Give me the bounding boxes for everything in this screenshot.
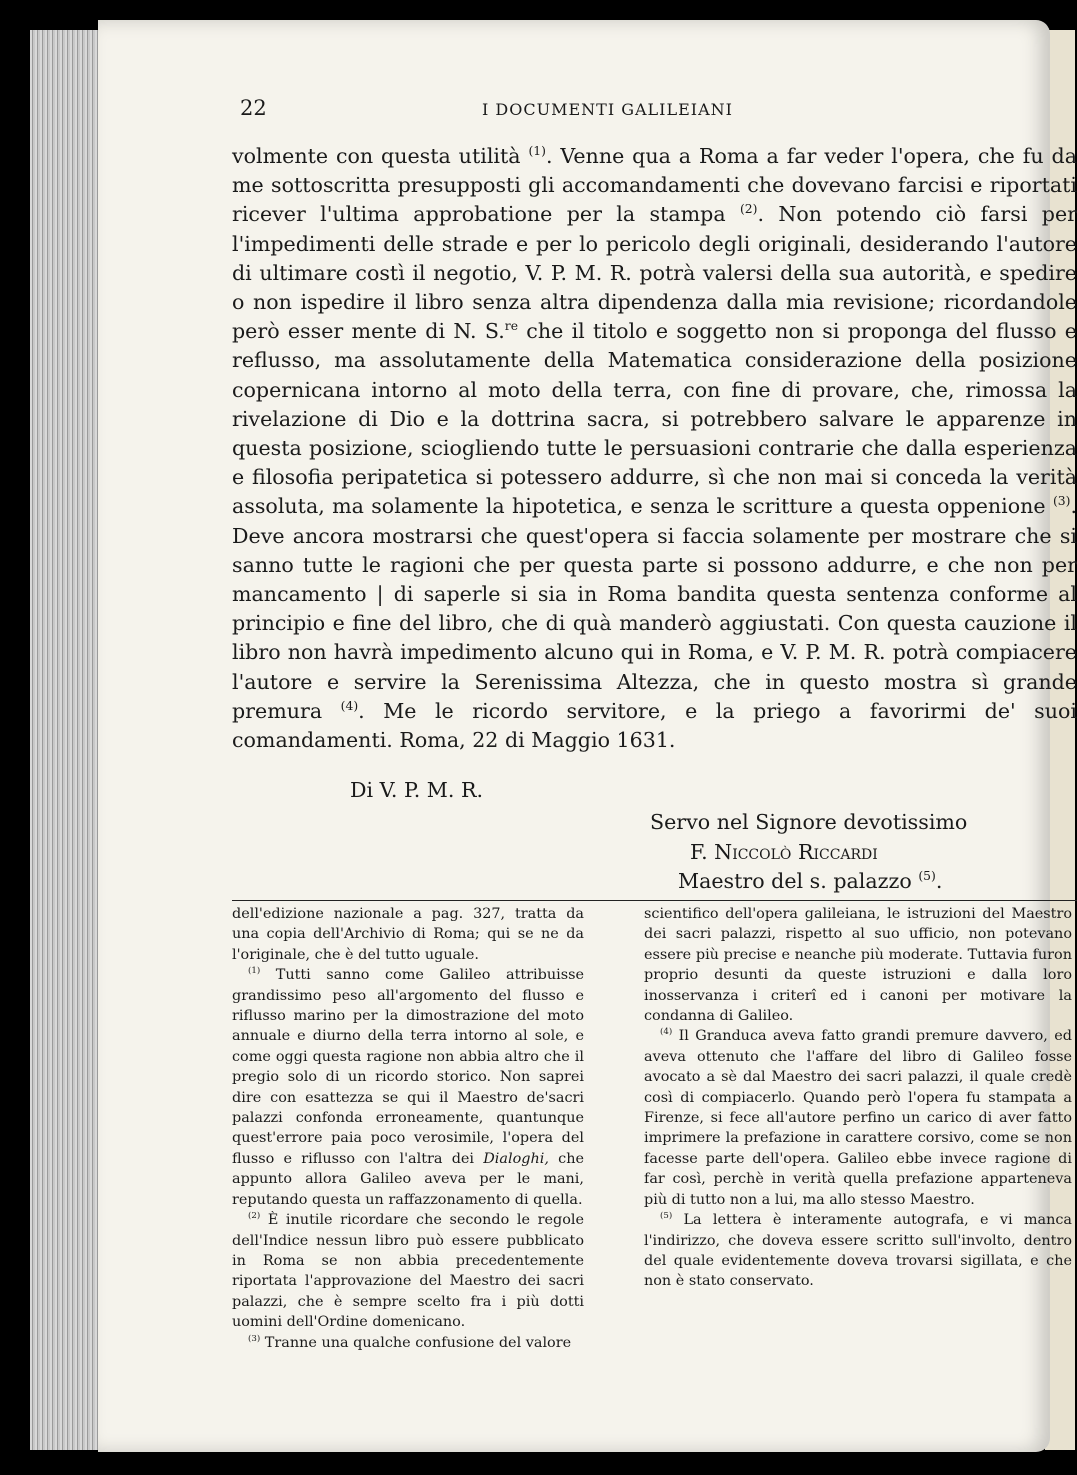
running-title: I DOCUMENTI GALILEIANI (482, 100, 733, 119)
letter-body (232, 142, 1077, 755)
book-page (98, 20, 1077, 1452)
footnotes-left-column (232, 904, 584, 1353)
addressee: Di V. P. M. R. (350, 778, 484, 802)
signature-title: Maestro del s. palazzo $^{(5)}$. (678, 869, 943, 893)
footnote-ref-1: (1) (528, 144, 546, 159)
signature-name: F. Niccolò Riccardi (690, 839, 878, 864)
footnote: scientifico dell'opera galileiana, le istruzioni del Maestro dei sacri palazzi, rispetto al suo ufficio, non potevano essere più precise e neanche più moderate. Tuttavia furon proprio desunti da queste istruzioni e dalla loro inosservanza i criterî ed i canoni per motivare la condanna di Galileo. (644, 906, 1072, 1025)
signature-block (650, 808, 967, 897)
footnote-ref-4: (4) (340, 699, 359, 713)
footnote: $^{(4)}$ Il Granduca aveva fatto grandi premure davvero, ed aveva ottenuto che l'affare del libro di Galileo fosse avocato a sè dal Maestro dei sacri palazzi, il quale credè così di compiacerlo. Quando però l'opera fu stampata a Firenze, si fece all'autore perfino un carico di aver fatto imprimere la prefazione in carattere corsivo, come se non facesse parte dell'opera. Galileo ebbe invece ragione di far così, perchè in verità quella prefazione apparteneva più di tutto non a lui, ma allo stesso Maestro. (644, 1027, 1072, 1208)
footnote-ref-5: (5) (918, 869, 936, 884)
valediction: Servo nel Signore devotissimo (650, 810, 968, 834)
page-number: 22 (240, 96, 267, 120)
footnote: dell'edizione nazionale a pag. 327, tratta da una copia dell'Archivio di Roma; qui se ne da l'originale, che è del tutto uguale. (232, 906, 584, 963)
footnote-rule (232, 900, 1077, 901)
footnote: $^{(5)}$ La lettera è interamente autografa, e vi manca l'indirizzo, che doveva essere scritto sull'involto, dentro del quale evidentemente doveva trovarsi sigillata, e che non è stato conservato. (644, 1211, 1072, 1290)
superscript-re: re (504, 319, 519, 334)
footnote: $^{(2)}$ È inutile ricordare che secondo le regole dell'Indice nessun libro può essere pubblicato in Roma se non abbia precedentemente riportata l'approvazione del Maestro dei sacri palazzi, che è sempre scelto fra i più dotti uomini dell'Ordine domenicano. (232, 1211, 584, 1331)
letter-paragraph: volmente con questa utilità $^{(1)}$. Venne qua a Roma a far veder l'opera, che fu da me sottoscritta presupposti gli accomandamenti che dovevano farcisi e riportati ricever l'ultima approbatione per la stampa $^{(2)}$. Non potendo ciò farsi per l'impedimenti delle strade e per lo pericolo degli originali, desiderando l'autore di ultimare costì il negotio, V. P. M. R. potrà valersi della sua autorità, e spedire o non ispedire il libro senza altra dipendenza dalla mia revisione; ricordandole però esser mente di N. S.$^{re}$ che il titolo e soggetto non si proponga del flusso e reflusso, ma assolutamente della Matematica considerazione della posizione copernicana intorno al moto della terra, con fine di provare, che, rimossa la rivelazione di Dio e la dottrina sacra, si potrebbero salvare le apparenze in questa posizione, sciogliendo tutte le persuasioni contrarie che dalla esperienza e filosofia peripatetica si potessero addurre, sì che non mai si conceda la verità assoluta, ma solamente la hipotetica, e senza le scritture a questa oppenione $^{(3)}$. Deve ancora mostrarsi che quest'opera si faccia solamente per mostrare che si sanno tutte le ragioni che per questa parte si possono addurre, e che non per mancamento | di saperle si sia in Roma bandita questa sentenza conforme al principio e fine del libro, che di quà manderò aggiustati. Con questa cauzione il libro non havrà impedimento alcuno qui in Roma, e V. P. M. R. potrà compiacere l'autore e servire la Serenissima Altezza, che in questo mostra sì grande premura $^{(4)}$. Me le ricordo servitore, e la priego a favorirmi de' suoi comandamenti. Roma, 22 di Maggio 1631. (232, 144, 1077, 753)
footnote: $^{(3)}$ Tranne una qualche confusione del valore (248, 1333, 572, 1351)
letter-closing (98, 778, 1050, 898)
footnote: $^{(1)}$ Tutti sanno come Galileo attribuisse grandissimo peso all'argomento del flusso e riflusso marino per la dimostrazione del moto annuale e diurno della terra intorno al sole, e come oggi questa ragione non abbia altro che il pregio solo di un ricordo storico. Non saprei dire con esattezza se qui il Maestro de'sacri palazzi confonda erroneamente, quantunque quest'errore paia poco verosimile, l'opera del flusso e riflusso con l'altra dei Dialoghi, che appunto allora Galileo aveva per le mani, reputando questa un raffazzonamento di quella. (232, 966, 584, 1208)
footnotes-right-column (644, 904, 1072, 1292)
footnote-ref-2: (2) (739, 202, 758, 217)
page-header (98, 96, 1050, 126)
footnote-ref-3: (3) (1052, 494, 1071, 509)
